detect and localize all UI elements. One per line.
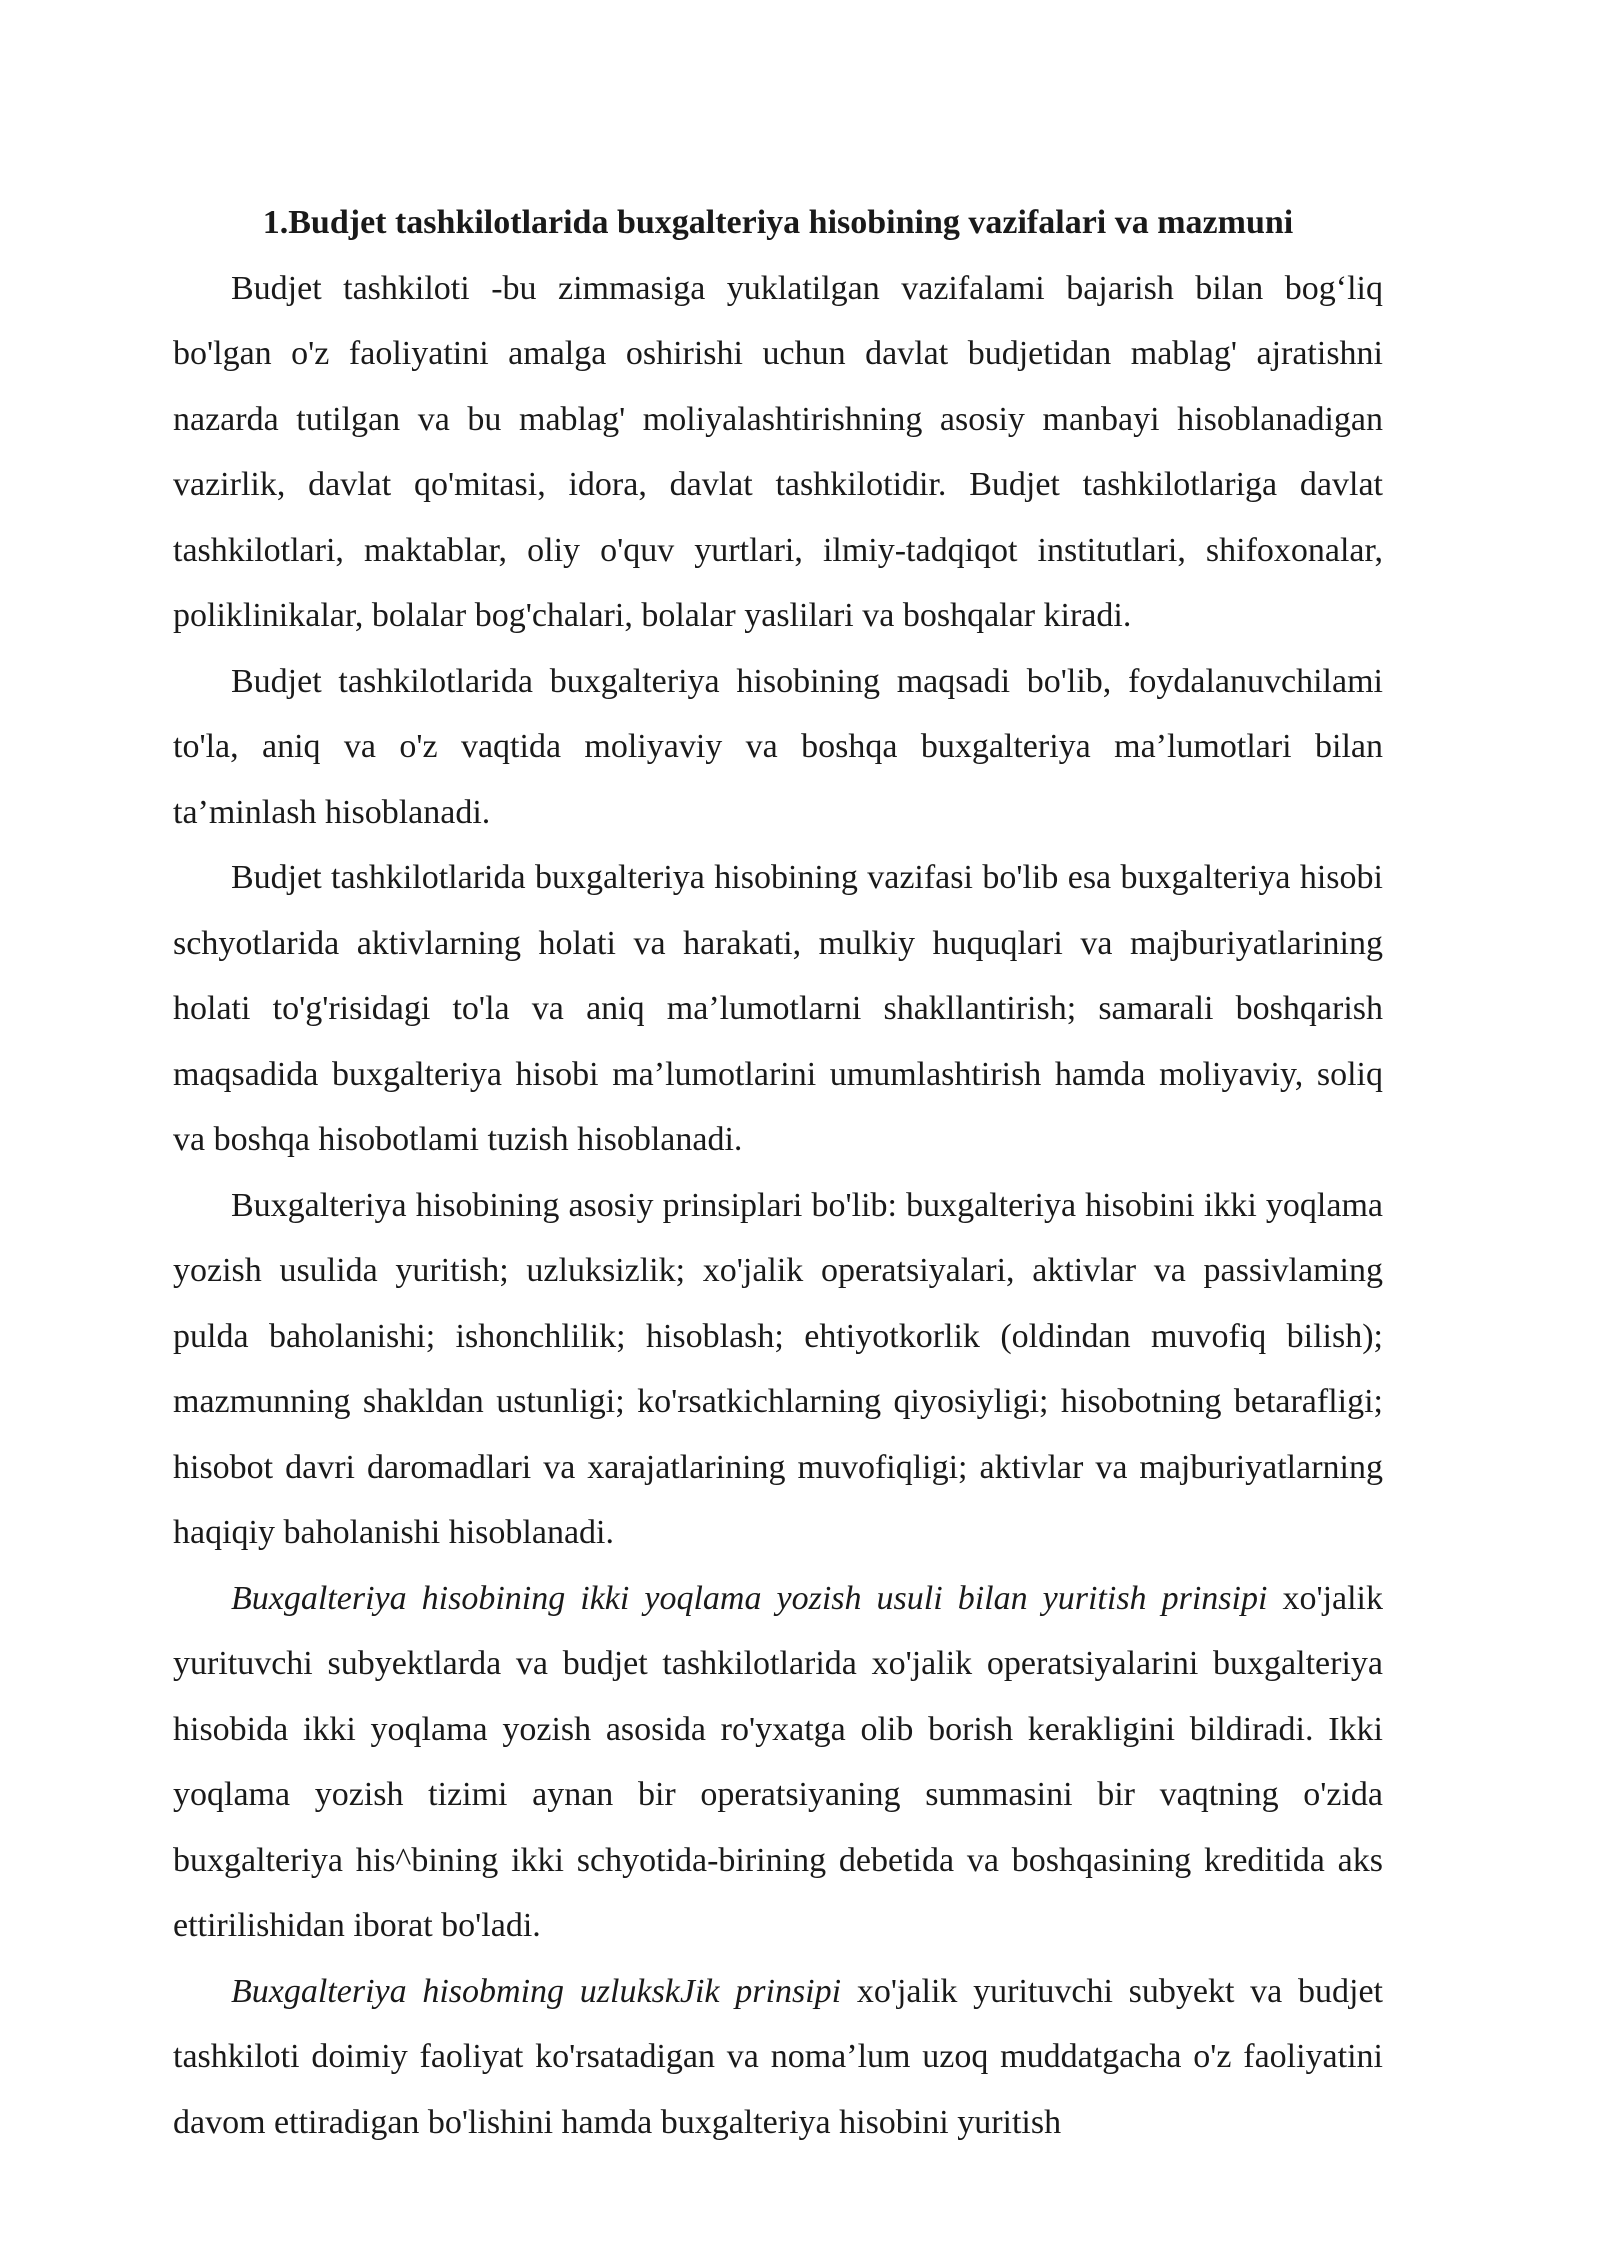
document-body [173, 190, 1383, 2155]
paragraph-definition [173, 256, 1383, 649]
paragraph-tasks [173, 845, 1383, 1173]
document-heading: 1.Budjet tashkilotlarida buxgalteriya hisobining vazifalari va mazmuni [262, 204, 1294, 241]
paragraph-double-entry [173, 1566, 1383, 1959]
paragraph-text: Budjet tashkiloti -bu zimmasiga yuklatilgan vazifalami bajarish bilan bog‘liq bo'lgan o'z faoliyatini amalga oshirishi uchun davlat budjetidan mablag' ajratishni nazarda tutilgan va bu mablag' moliyalashtirishning asosiy manbayi hisoblanadigan vazirlik, davlat qo'mitasi, idora, davlat tashkilotidir. Budjet tashkilotlariga davlat tashkilotlari, maktablar, oliy o'quv yurtlari, ilmiy-tadqiqot institutlari, shifoxonalar, poliklinikalar, bolalar bog'chalari, bolalar yaslilari va boshqalar kiradi. [173, 269, 1383, 634]
paragraph-text: Budjet tashkilotlarida buxgalteriya hisobining vazifasi bo'lib esa buxgalteriya hisobi schyotlarida aktivlarning holati va harakati, mulkiy huquqlari va majburiyatlarining holati to'g'risidagi to'la va aniq ma’lumotlarni shakllantirish; samarali boshqarish maqsadida buxgalteriya hisobi ma’lumotlarini umumlashtirish hamda moliyaviy, soliq va boshqa hisobotlami tuzish hisoblanadi. [173, 859, 1383, 1158]
paragraph-principles [173, 1173, 1383, 1566]
paragraph-lead: Buxgalteriya hisobining ikki yoqlama yozish usuli bilan yuritish prinsipi [231, 1579, 1268, 1617]
paragraph-text: xo'jalik yurituvchi subyektlarda va budjet tashkilotlarida xo'jalik operatsiyalarini buxgalteriya hisobida ikki yoqlama yozish asosida ro'yxatga olib borish kerakligini bildiradi. Ikki yoqlama yozish tizimi aynan bir operatsiyaning summasini bir vaqtning o'zida buxgalteriya his^bining ikki schyotida-birining debetida va boshqasining kreditida aks ettirilishidan iborat bo'ladi. [173, 1579, 1384, 1944]
paragraph-purpose [173, 649, 1383, 846]
paragraph-continuity [173, 1959, 1383, 2156]
paragraph-text: Budjet tashkilotlarida buxgalteriya hisobining maqsadi bo'lib, foydalanuvchilami to'la, aniq va o'z vaqtida moliyaviy va boshqa buxgalteriya ma’lumotlari bilan ta’minlash hisoblanadi. [173, 662, 1383, 831]
paragraph-text: Buxgalteriya hisobining asosiy prinsiplari bo'lib: buxgalteriya hisobini ikki yoqlama yozish usulida yuritish; uzluksizlik; xo'jalik operatsiyalari, aktivlar va passivlaming pulda baholanishi; ishonchlilik; hisoblash; ehtiyotkorlik (oldindan muvofiq bilish); mazmunning shakldan ustunligi; ko'rsatkichlarning qiyosiyligi; hisobotning betarafligi; hisobot davri daromadlari va xarajatlarining muvofiqligi; aktivlar va majburiyatlarning haqiqiy baholanishi hisoblanadi. [173, 1186, 1383, 1551]
paragraph-text: xo'jalik yurituvchi subyekt va budjet tashkiloti doimiy faoliyat ko'rsatadigan va noma’lum uzoq muddatgacha o'z faoliyatini davom ettiradigan bo'lishini hamda buxgalteriya hisobini yuritish [173, 1972, 1383, 2141]
paragraph-lead: Buxgalteriya hisobming uzlukskJik prinsipi [231, 1972, 842, 2010]
